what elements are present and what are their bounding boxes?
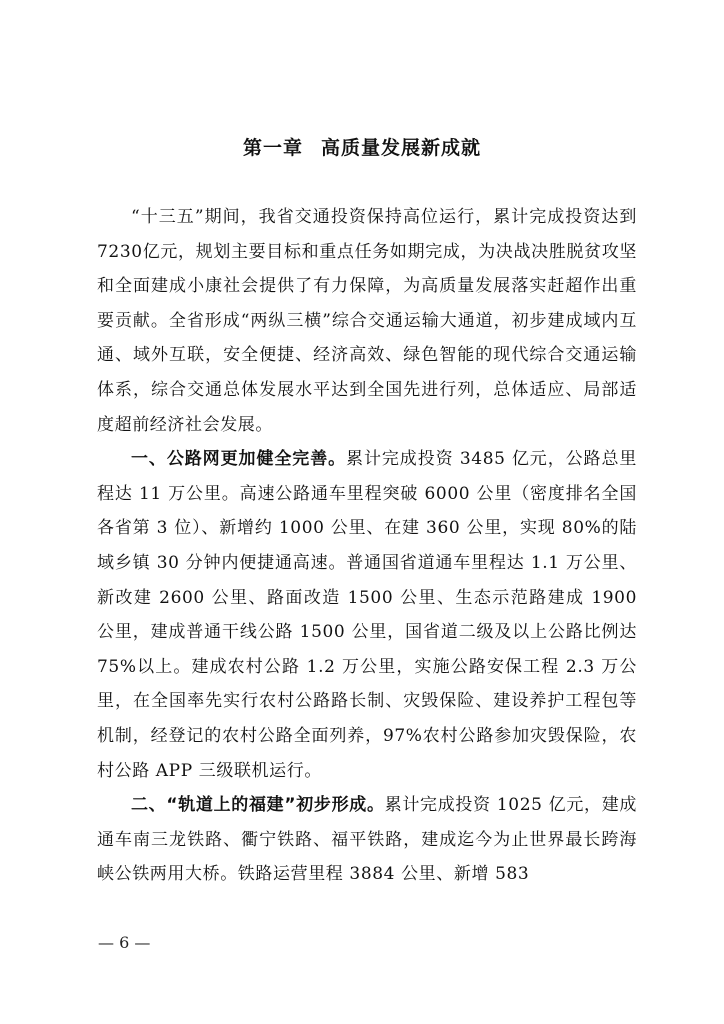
- paragraph-highway: [97, 442, 637, 788]
- paragraph-intro: [97, 200, 637, 442]
- paragraph-text: “十三五”期间，我省交通投资保持高位运行，累计完成投资达到7230亿元，规划主要目标和重点任务如期完成，为决战决胜脱贫攻坚和全面建成小康社会提供了有力保障，为高质量发展落实赶超作出重要贡献。全省形成“两纵三横”综合交通运输大通道，初步建成域内互通、域外互联，安全便捷、经济高效、绿色智能的现代综合交通运输体系，综合交通总体发展水平达到全国先进行列，总体适应、局部适度超前经济社会发展。: [97, 207, 637, 435]
- paragraph-railway: [97, 788, 637, 892]
- chapter-label: 第一章: [242, 137, 303, 159]
- paragraph-lead: 二、“轨道上的福建”初步形成。: [131, 795, 385, 816]
- body-text: [97, 200, 637, 892]
- paragraph-lead: 一、公路网更加健全完善。: [131, 449, 347, 470]
- paragraph-text: 累计完成投资 1025 亿元，建成通车南三龙铁路、衢宁铁路、福平铁路，建成迄今为止世界最长跨海峡公铁两用大桥。铁路运营里程 3884 公里、新增 583: [97, 795, 637, 885]
- page-number: — 6 —: [98, 933, 151, 952]
- chapter-title: [0, 133, 724, 160]
- chapter-heading: 高质量发展新成就: [321, 137, 482, 159]
- paragraph-text: 累计完成投资 3485 亿元，公路总里程达 11 万公里。高速公路通车里程突破 6000 公里（密度排名全国各省第 3 位）、新增约 1000 公里、在建 360 公里，实现 80%的陆域乡镇 30 分钟内便捷通高速。普通国省道通车里程达 1.1 万公里、新改建 2600 公里、路面改造 1500 公里、生态示范路建成 1900 公里，建成普通干线公路 1500 公里，国省道二级及以上公路比例达 75%以上。建成农村公路 1.2 万公里，实施公路安保工程 2.3 万公里，在全国率先实行农村公路路长制、灾毁保险、建设养护工程包等机制，经登记的农村公路全面列养，97%农村公路参加灾毁保险，农村公路 APP 三级联机运行。: [97, 449, 637, 781]
